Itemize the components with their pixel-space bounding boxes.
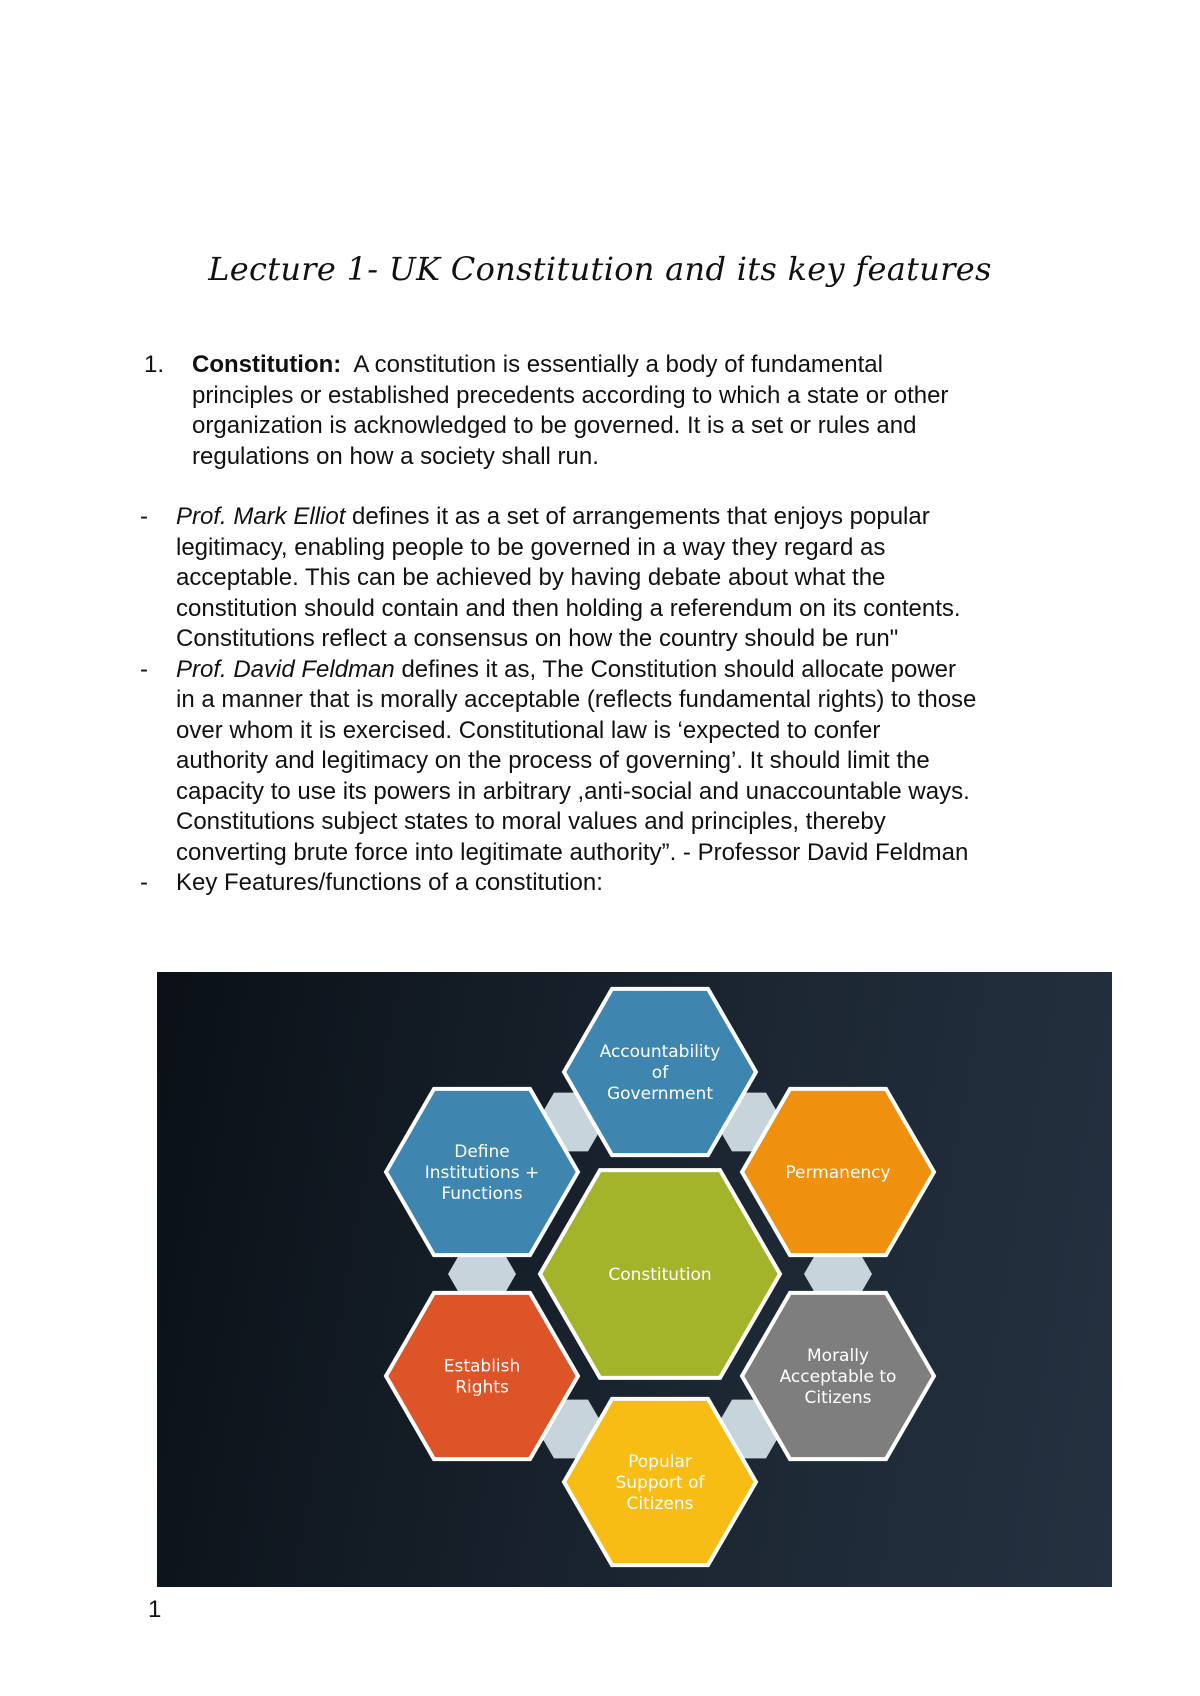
node-label-line: Citizens	[804, 1388, 872, 1408]
term-constitution: Constitution:	[192, 351, 342, 378]
definition-line: organization is acknowledged to be governed. It is a set or rules and	[192, 412, 917, 439]
key-features-diagram	[157, 972, 1112, 1587]
hexagon-diagram	[157, 972, 1112, 1587]
node-label-line: Government	[606, 1084, 714, 1104]
bullet-mark-elliot	[140, 502, 1080, 655]
bullet-david-feldman	[140, 655, 1080, 869]
author-name: Prof. David Feldman	[176, 655, 395, 683]
node-label-line: Support of	[615, 1473, 705, 1493]
page-number: 1	[148, 1596, 162, 1623]
author-name: Prof. Mark Elliot	[176, 503, 346, 530]
bullet-line: Constitutions reflect a consensus on how the country should be run"	[176, 625, 899, 652]
definition-line: principles or established precedents according to which a state or other	[192, 381, 949, 409]
bullet-dash: -	[140, 655, 148, 683]
definition-line: A constitution is essentially a body of fundamental	[353, 351, 883, 378]
bullet-line: capacity to use its powers in arbitrary ,anti-social and unaccountable ways.	[176, 777, 970, 805]
node-label-line: Define	[454, 1142, 510, 1162]
definition-line: regulations on how a society shall run.	[192, 442, 599, 470]
document-body	[140, 350, 1080, 899]
item-text	[192, 350, 1080, 472]
node-label-line: Citizens	[626, 1494, 694, 1514]
bullet-line: in a manner that is morally acceptable (reflects fundamental rights) to those	[176, 686, 977, 713]
node-label-line: Institutions +	[424, 1163, 540, 1183]
bullet-dash: -	[140, 503, 148, 530]
bullet-line: Key Features/functions of a constitution:	[176, 869, 603, 896]
node-label-line: Acceptable to	[779, 1367, 897, 1387]
node-label-line: Popular	[628, 1452, 692, 1472]
center-label: Constitution	[608, 1265, 712, 1285]
bullet-line: Constitutions subject states to moral values and principles, thereby	[176, 808, 886, 835]
node-label-line: Rights	[455, 1377, 509, 1398]
item-number: 1.	[144, 351, 165, 378]
bullet-line: authority and legitimacy on the process of governing’. It should limit the	[176, 747, 930, 774]
document-title: Lecture 1- UK Constitution and its key features	[208, 250, 992, 288]
node-label-line: of	[651, 1063, 669, 1083]
node-constitution	[540, 1170, 780, 1378]
bullet-line: legitimacy, enabling people to be governed in a way they regard as	[176, 533, 886, 561]
node-label-line: Functions	[441, 1184, 523, 1204]
bullet-line: defines it as a set of arrangements that enjoys popular	[352, 503, 930, 530]
bullet-dash: -	[140, 869, 148, 896]
node-label-line: Establish	[443, 1356, 521, 1377]
node-label-line: Permanency	[785, 1163, 891, 1183]
numbered-item-constitution	[140, 350, 1080, 472]
bullet-line: defines it as, The Constitution should allocate power	[401, 655, 956, 683]
bullet-line: acceptable. This can be achieved by having debate about what the	[176, 564, 886, 591]
node-label-line: Accountability	[599, 1042, 721, 1062]
bullet-line: converting brute force into legitimate authority”. - Professor David Feldman	[176, 838, 969, 866]
node-label-line: Morally	[807, 1346, 869, 1366]
bullet-line: constitution should contain and then holding a referendum on its contents.	[176, 594, 961, 622]
bullet-key-features	[140, 868, 1080, 899]
bullet-line: over whom it is exercised. Constitutional law is ‘expected to confer	[176, 716, 881, 744]
